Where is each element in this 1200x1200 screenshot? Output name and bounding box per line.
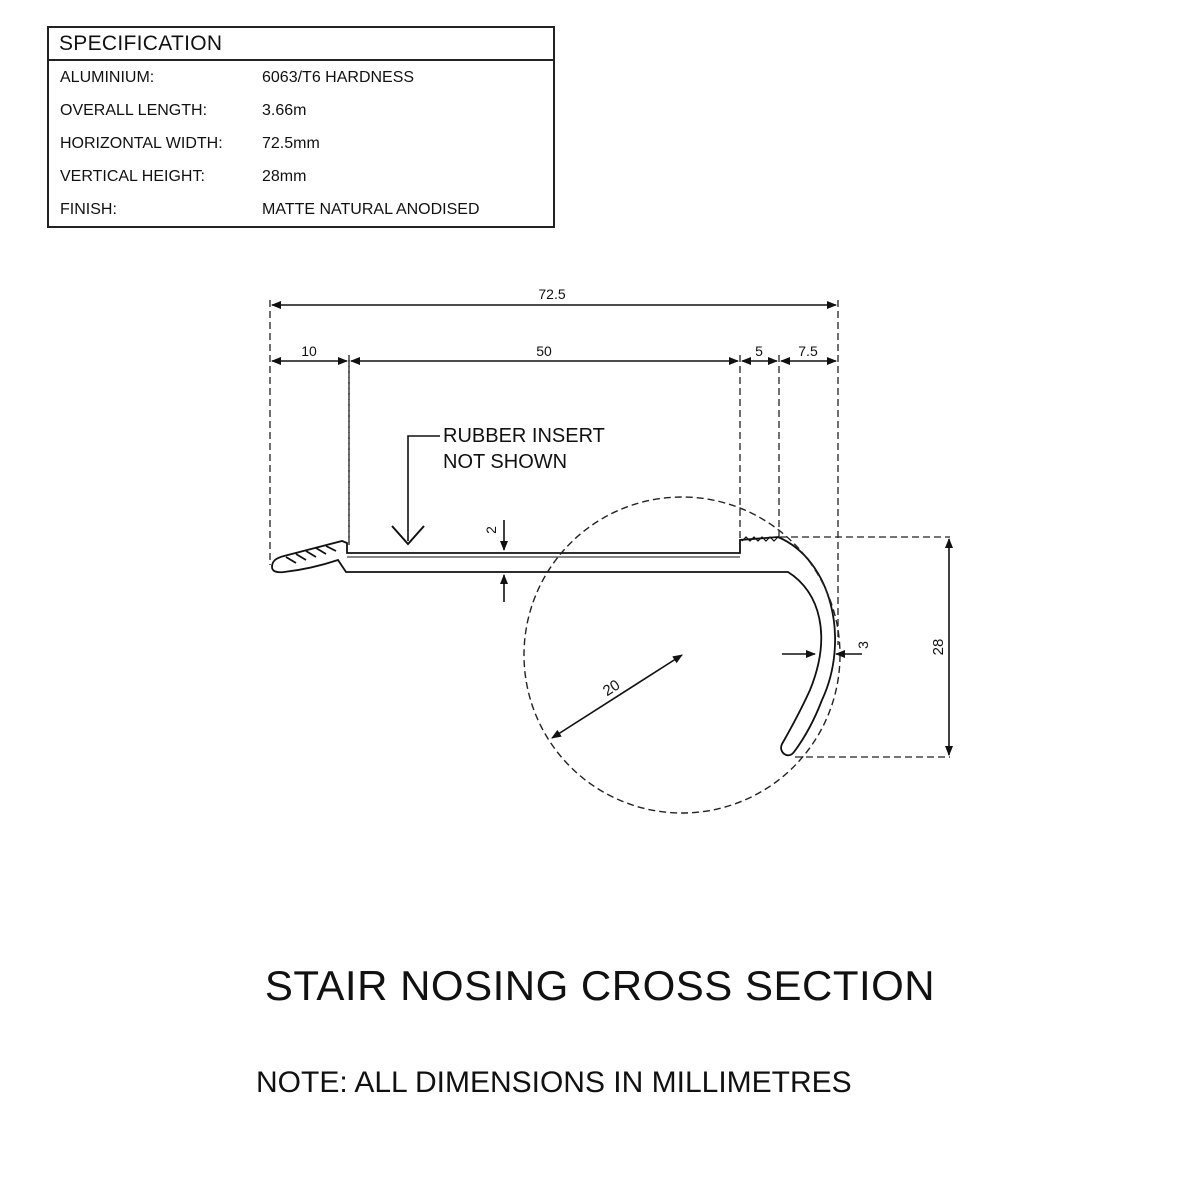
spec-label: ALUMINIUM:	[60, 68, 155, 86]
dimension-gap-label: 5	[755, 343, 763, 359]
drawing-title: STAIR NOSING CROSS SECTION	[264, 962, 936, 1009]
spec-value: 28mm	[262, 167, 307, 185]
dimension-left	[272, 343, 347, 361]
annotation-line-2: NOT SHOWN	[443, 451, 568, 473]
drawing-note: NOTE: ALL DIMENSIONS IN MILLIMETRES	[256, 1066, 852, 1099]
spec-value: MATTE NATURAL ANODISED	[262, 200, 480, 218]
dimension-right	[781, 343, 836, 361]
spec-label: FINISH:	[60, 200, 117, 218]
dimension-thickness	[483, 520, 504, 602]
dimension-thickness-label: 2	[483, 526, 499, 534]
dimension-height-label: 28	[930, 638, 947, 656]
dimension-overall-label: 72.5	[538, 286, 566, 302]
spec-label: HORIZONTAL WIDTH:	[60, 134, 223, 152]
spec-label: OVERALL LENGTH:	[60, 101, 208, 119]
dimension-radius-label: 20	[599, 676, 624, 700]
dimension-left-label: 10	[301, 343, 317, 359]
dimension-height	[930, 539, 949, 755]
dimension-right-label: 7.5	[798, 343, 818, 359]
spec-value: 72.5mm	[262, 134, 320, 152]
spec-value: 6063/T6 HARDNESS	[262, 68, 415, 86]
annotation-line-1: RUBBER INSERT	[443, 425, 605, 447]
dimension-middle	[351, 343, 738, 361]
spec-label: VERTICAL HEIGHT:	[60, 167, 205, 185]
dimension-wall	[782, 641, 871, 654]
dimension-overall	[272, 286, 836, 305]
spec-value: 3.66m	[262, 101, 307, 119]
spec-title: SPECIFICATION	[48, 27, 554, 60]
dimension-middle-label: 50	[536, 343, 552, 359]
dimension-wall-label: 3	[855, 641, 871, 649]
dimension-gap	[742, 343, 777, 361]
nosing-profile	[272, 537, 835, 755]
